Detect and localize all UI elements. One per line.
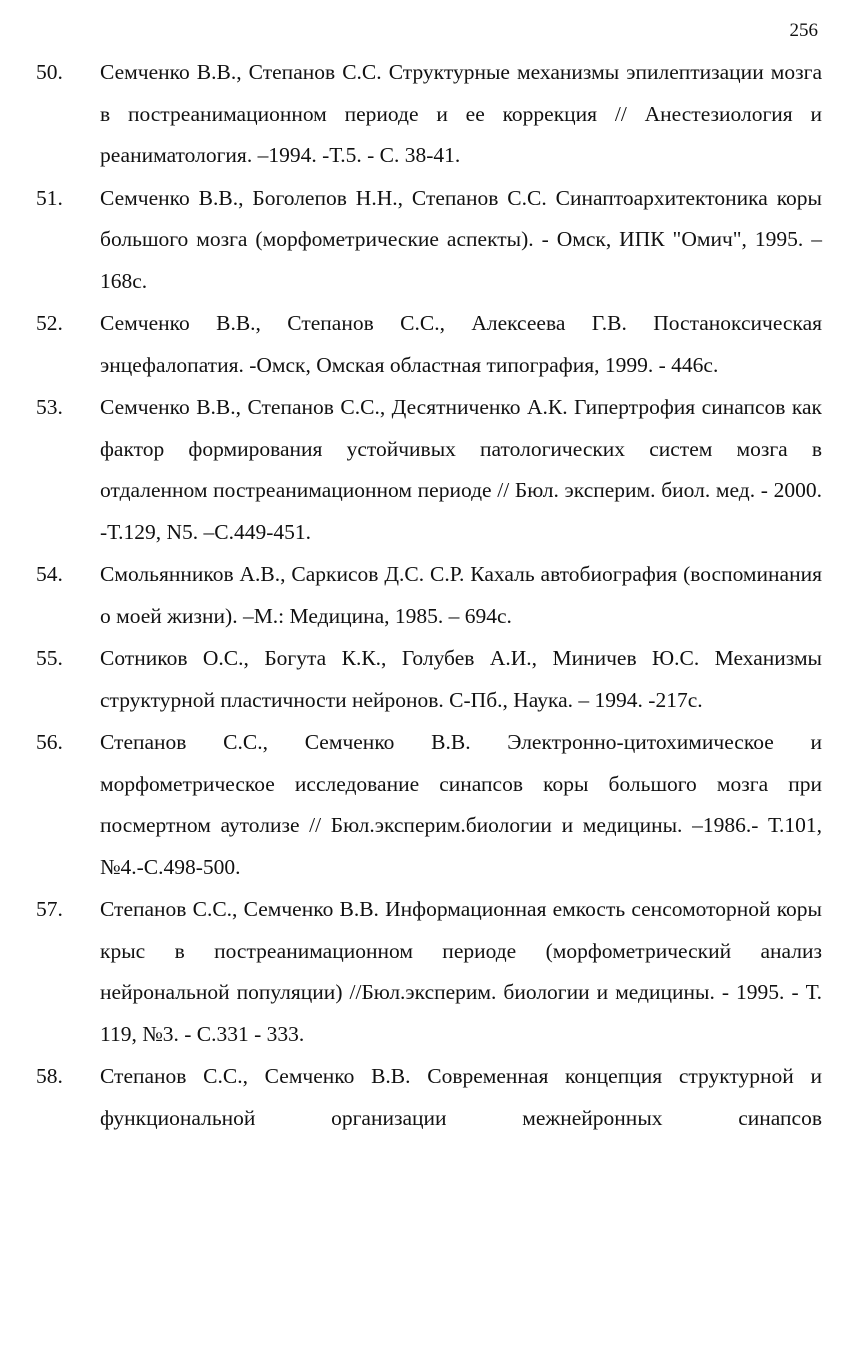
reference-item [0, 178, 860, 303]
reference-text: Смольянников А.В., Саркисов Д.С. С.Р. Кахаль автобиография (воспоминания о моей жизни). –М.: Медицина, 1985. – 694с. [100, 562, 822, 628]
reference-number: 55. [36, 646, 63, 670]
page-number: 256 [789, 20, 818, 41]
reference-number: 57. [36, 897, 63, 921]
reference-number: 54. [36, 562, 63, 586]
reference-list [0, 52, 860, 1140]
reference-text: Семченко В.В., Степанов С.С., Десятниченко А.К. Гипертрофия синапсов как фактор формирования устойчивых патологических систем мозга в отдаленном постреанимационном периоде // Бюл. эксперим. биол. мед. - 2000. -Т.129, N5. –С.449-451. [100, 395, 822, 544]
reference-number: 50. [36, 60, 63, 84]
reference-text: Степанов С.С., Семченко В.В. Современная концепция структурной и функциональной организации межнейронных синапсов [100, 1064, 822, 1130]
reference-item [0, 387, 860, 553]
reference-number: 56. [36, 730, 63, 754]
reference-text: Семченко В.В., Степанов С.С., Алексеева Г.В. Постаноксическая энцефалопатия. -Омск, Омская областная типография, 1999. - 446с. [100, 311, 822, 377]
reference-number: 53. [36, 395, 63, 419]
reference-text: Степанов С.С., Семченко В.В. Электронно-цитохимическое и морфометрическое исследование синапсов коры большого мозга при посмертном аутолизе // Бюл.эксперим.биологии и медицины. –1986.- Т.101, №4.-С.498-500. [100, 730, 822, 879]
reference-item [0, 1056, 860, 1139]
reference-item [0, 554, 860, 637]
reference-text: Степанов С.С., Семченко В.В. Информационная емкость сенсомоторной коры крыс в постреанимационном периоде (морфометрический анализ нейрональной популяции) //Бюл.эксперим. биологии и медицины. - 1995. - Т. 119, №3. - С.331 - 333. [100, 897, 822, 1046]
reference-item [0, 303, 860, 386]
reference-item [0, 889, 860, 1055]
reference-number: 51. [36, 185, 63, 210]
reference-item [0, 52, 860, 177]
reference-text: Сотников О.С., Богута К.К., Голубев А.И., Миничев Ю.С. Механизмы структурной пластичности нейронов. С-Пб., Наука. – 1994. -217с. [100, 646, 822, 712]
reference-number: 52. [36, 311, 63, 335]
reference-item [0, 722, 860, 888]
reference-item [0, 638, 860, 721]
reference-text: Семченко В.В., Степанов С.С. Структурные механизмы эпилептизации мозга в постреанимационном периоде и ее коррекция // Анестезиология и реаниматология. –1994. -Т.5. - С. 38-41. [100, 60, 822, 167]
reference-number: 58. [36, 1064, 63, 1088]
reference-text: Семченко В.В., Боголепов Н.Н., Степанов С.С. Синаптоархитектоника коры большого мозга (морфометрические аспекты). - Омск, ИПК "Омич", 1995. –168с. [100, 185, 822, 293]
